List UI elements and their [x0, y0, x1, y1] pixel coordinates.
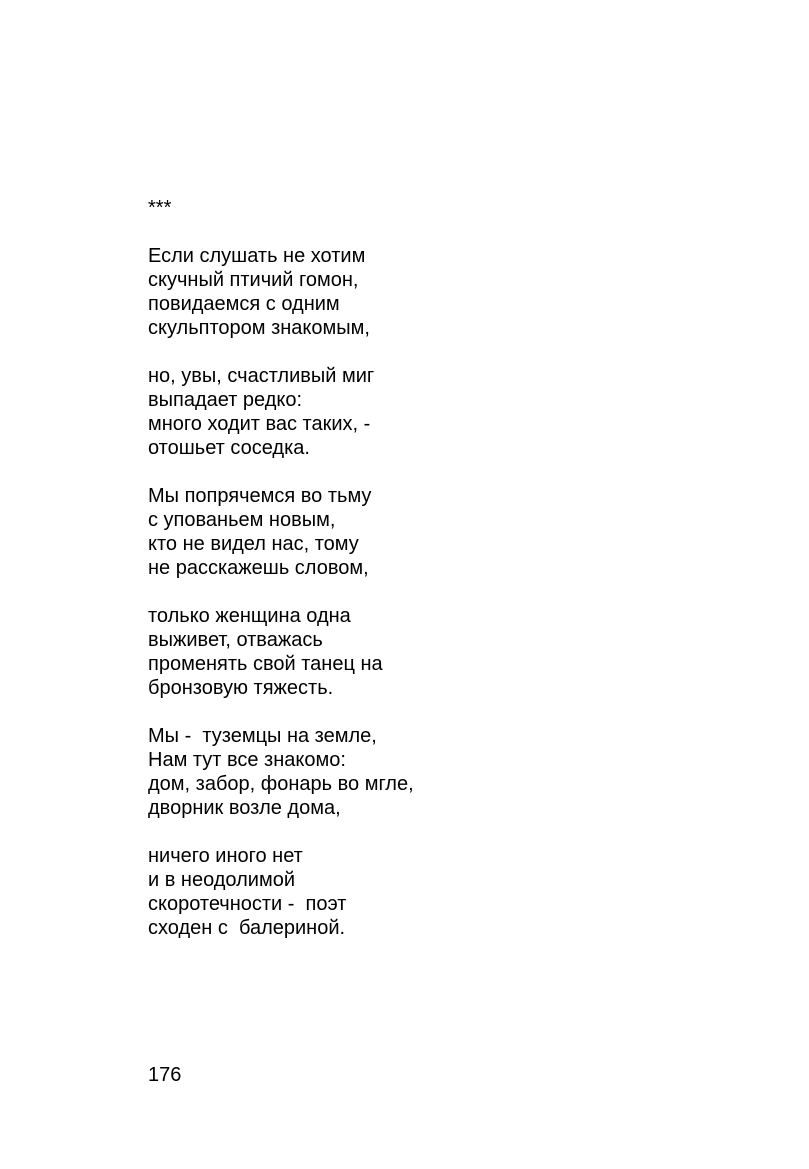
- page-number: 176: [148, 1064, 182, 1086]
- poem-line: выпадает редко:: [148, 389, 303, 411]
- poem-line: но, увы, счастливый миг: [148, 365, 375, 387]
- poem-line: скучный птичий гомон,: [148, 269, 359, 291]
- poem-line: скульптором знакомым,: [148, 317, 370, 339]
- stanza-2: [148, 364, 748, 460]
- poem-line: ничего иного нет: [148, 845, 303, 867]
- poem-line: кто не видел нас, тому: [148, 533, 359, 555]
- poem-line: скоротечности - поэт: [148, 893, 347, 915]
- poem-line: только женщина одна: [148, 605, 351, 627]
- poem-line: дом, забор, фонарь во мгле,: [148, 773, 414, 795]
- poem-line: с упованьем новым,: [148, 509, 336, 531]
- poem-line: сходен с балериной.: [148, 917, 346, 939]
- poem-line: отошьет соседка.: [148, 437, 310, 459]
- poem-line: дворник возле дома,: [148, 797, 341, 819]
- poem-line: Мы - туземцы на земле,: [148, 725, 377, 747]
- stanza-3: [148, 484, 748, 580]
- stanza-1: [148, 244, 748, 340]
- poem-line: Если слушать не хотим: [148, 245, 366, 267]
- poem: [148, 196, 748, 964]
- poem-line: повидаемся с одним: [148, 293, 340, 315]
- poem-line: много ходит вас таких, -: [148, 413, 371, 435]
- stanza-6: [148, 844, 748, 940]
- poem-line: и в неодолимой: [148, 869, 296, 891]
- stanza-5: [148, 724, 748, 820]
- section-separator: ***: [148, 197, 172, 219]
- poem-line: не расскажешь словом,: [148, 557, 369, 579]
- poem-line: бронзовую тяжесть.: [148, 677, 334, 699]
- poem-line: Мы попрячемся во тьму: [148, 485, 372, 507]
- poem-line: Нам тут все знакомо:: [148, 749, 346, 771]
- poem-line: променять свой танец на: [148, 653, 383, 675]
- poem-line: выживет, отважась: [148, 629, 323, 651]
- stanza-4: [148, 604, 748, 700]
